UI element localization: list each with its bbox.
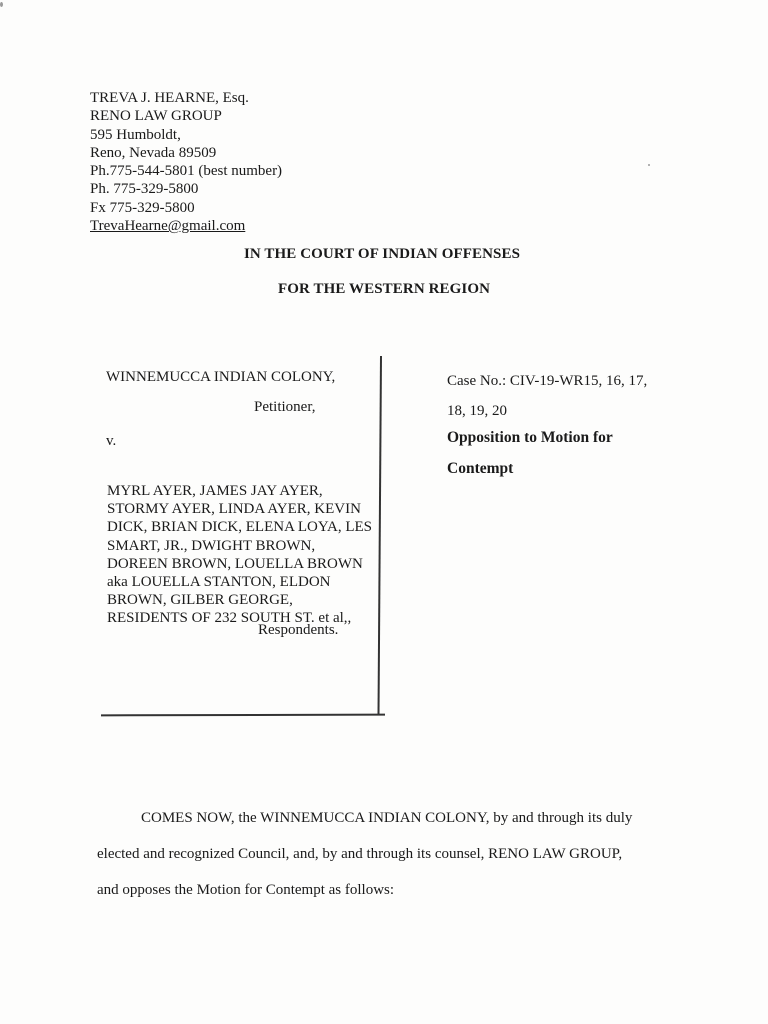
scan-artifact xyxy=(0,2,3,7)
case-number xyxy=(447,366,647,426)
caption-vertical-rule xyxy=(378,356,382,714)
caption-horizontal-rule xyxy=(101,714,385,716)
fax-number: Fx 775-329-5800 xyxy=(90,199,195,216)
respondent-line: STORMY AYER, LINDA AYER, KEVIN xyxy=(107,501,361,518)
street-address: 595 Humboldt, xyxy=(90,126,181,143)
document-title-line: Opposition to Motion for xyxy=(447,429,613,446)
respondent-line: DOREEN BROWN, LOUELLA BROWN xyxy=(107,555,363,572)
phone-secondary: Ph. 775-329-5800 xyxy=(90,181,199,198)
court-region-heading: FOR THE WESTERN REGION xyxy=(277,281,491,297)
body-line: and opposes the Motion for Contempt as follows: xyxy=(97,882,395,898)
law-firm-name: RENO LAW GROUP xyxy=(90,108,222,125)
city-state-zip: Reno, Nevada 89509 xyxy=(90,144,217,161)
respondent-line: aka LOUELLA STANTON, ELDON xyxy=(107,574,331,591)
petitioner-name: WINNEMUCCA INDIAN COLONY, xyxy=(106,369,336,385)
respondent-line: MYRL AYER, JAMES JAY AYER, xyxy=(107,483,323,499)
petitioner-role: Petitioner, xyxy=(254,399,316,415)
respondent-line: RESIDENTS OF 232 SOUTH ST. et al,, xyxy=(107,610,352,627)
document-title-line: Contempt xyxy=(447,460,514,477)
phone-primary: Ph.775-544-5801 (best number) xyxy=(90,163,283,180)
case-number-line: 18, 19, 20 xyxy=(447,403,507,419)
respondents-role: Respondents. xyxy=(258,622,339,638)
respondent-line: DICK, BRIAN DICK, ELENA LOYA, LES xyxy=(107,519,372,536)
attorney-email: TrevaHearne@gmail.com xyxy=(90,218,246,235)
document-title xyxy=(447,422,613,484)
court-heading: IN THE COURT OF INDIAN OFFENSES xyxy=(243,246,521,262)
body-line: COMES NOW, the WINNEMUCCA INDIAN COLONY, by and through its duly xyxy=(141,810,633,826)
respondents-list xyxy=(107,482,372,628)
versus-label: v. xyxy=(106,433,117,449)
scan-artifact xyxy=(648,164,650,166)
attorney-contact-block xyxy=(90,89,282,235)
body-line: elected and recognized Council, and, by and through its counsel, RENO LAW GROUP, xyxy=(97,846,623,862)
case-number-line: Case No.: CIV-19-WR15, 16, 17, xyxy=(447,373,648,389)
attorney-name: TREVA J. HEARNE, Esq. xyxy=(90,90,249,106)
body-paragraph xyxy=(97,800,697,908)
respondent-line: SMART, JR., DWIGHT BROWN, xyxy=(107,537,316,554)
respondent-line: BROWN, GILBER GEORGE, xyxy=(107,592,293,609)
